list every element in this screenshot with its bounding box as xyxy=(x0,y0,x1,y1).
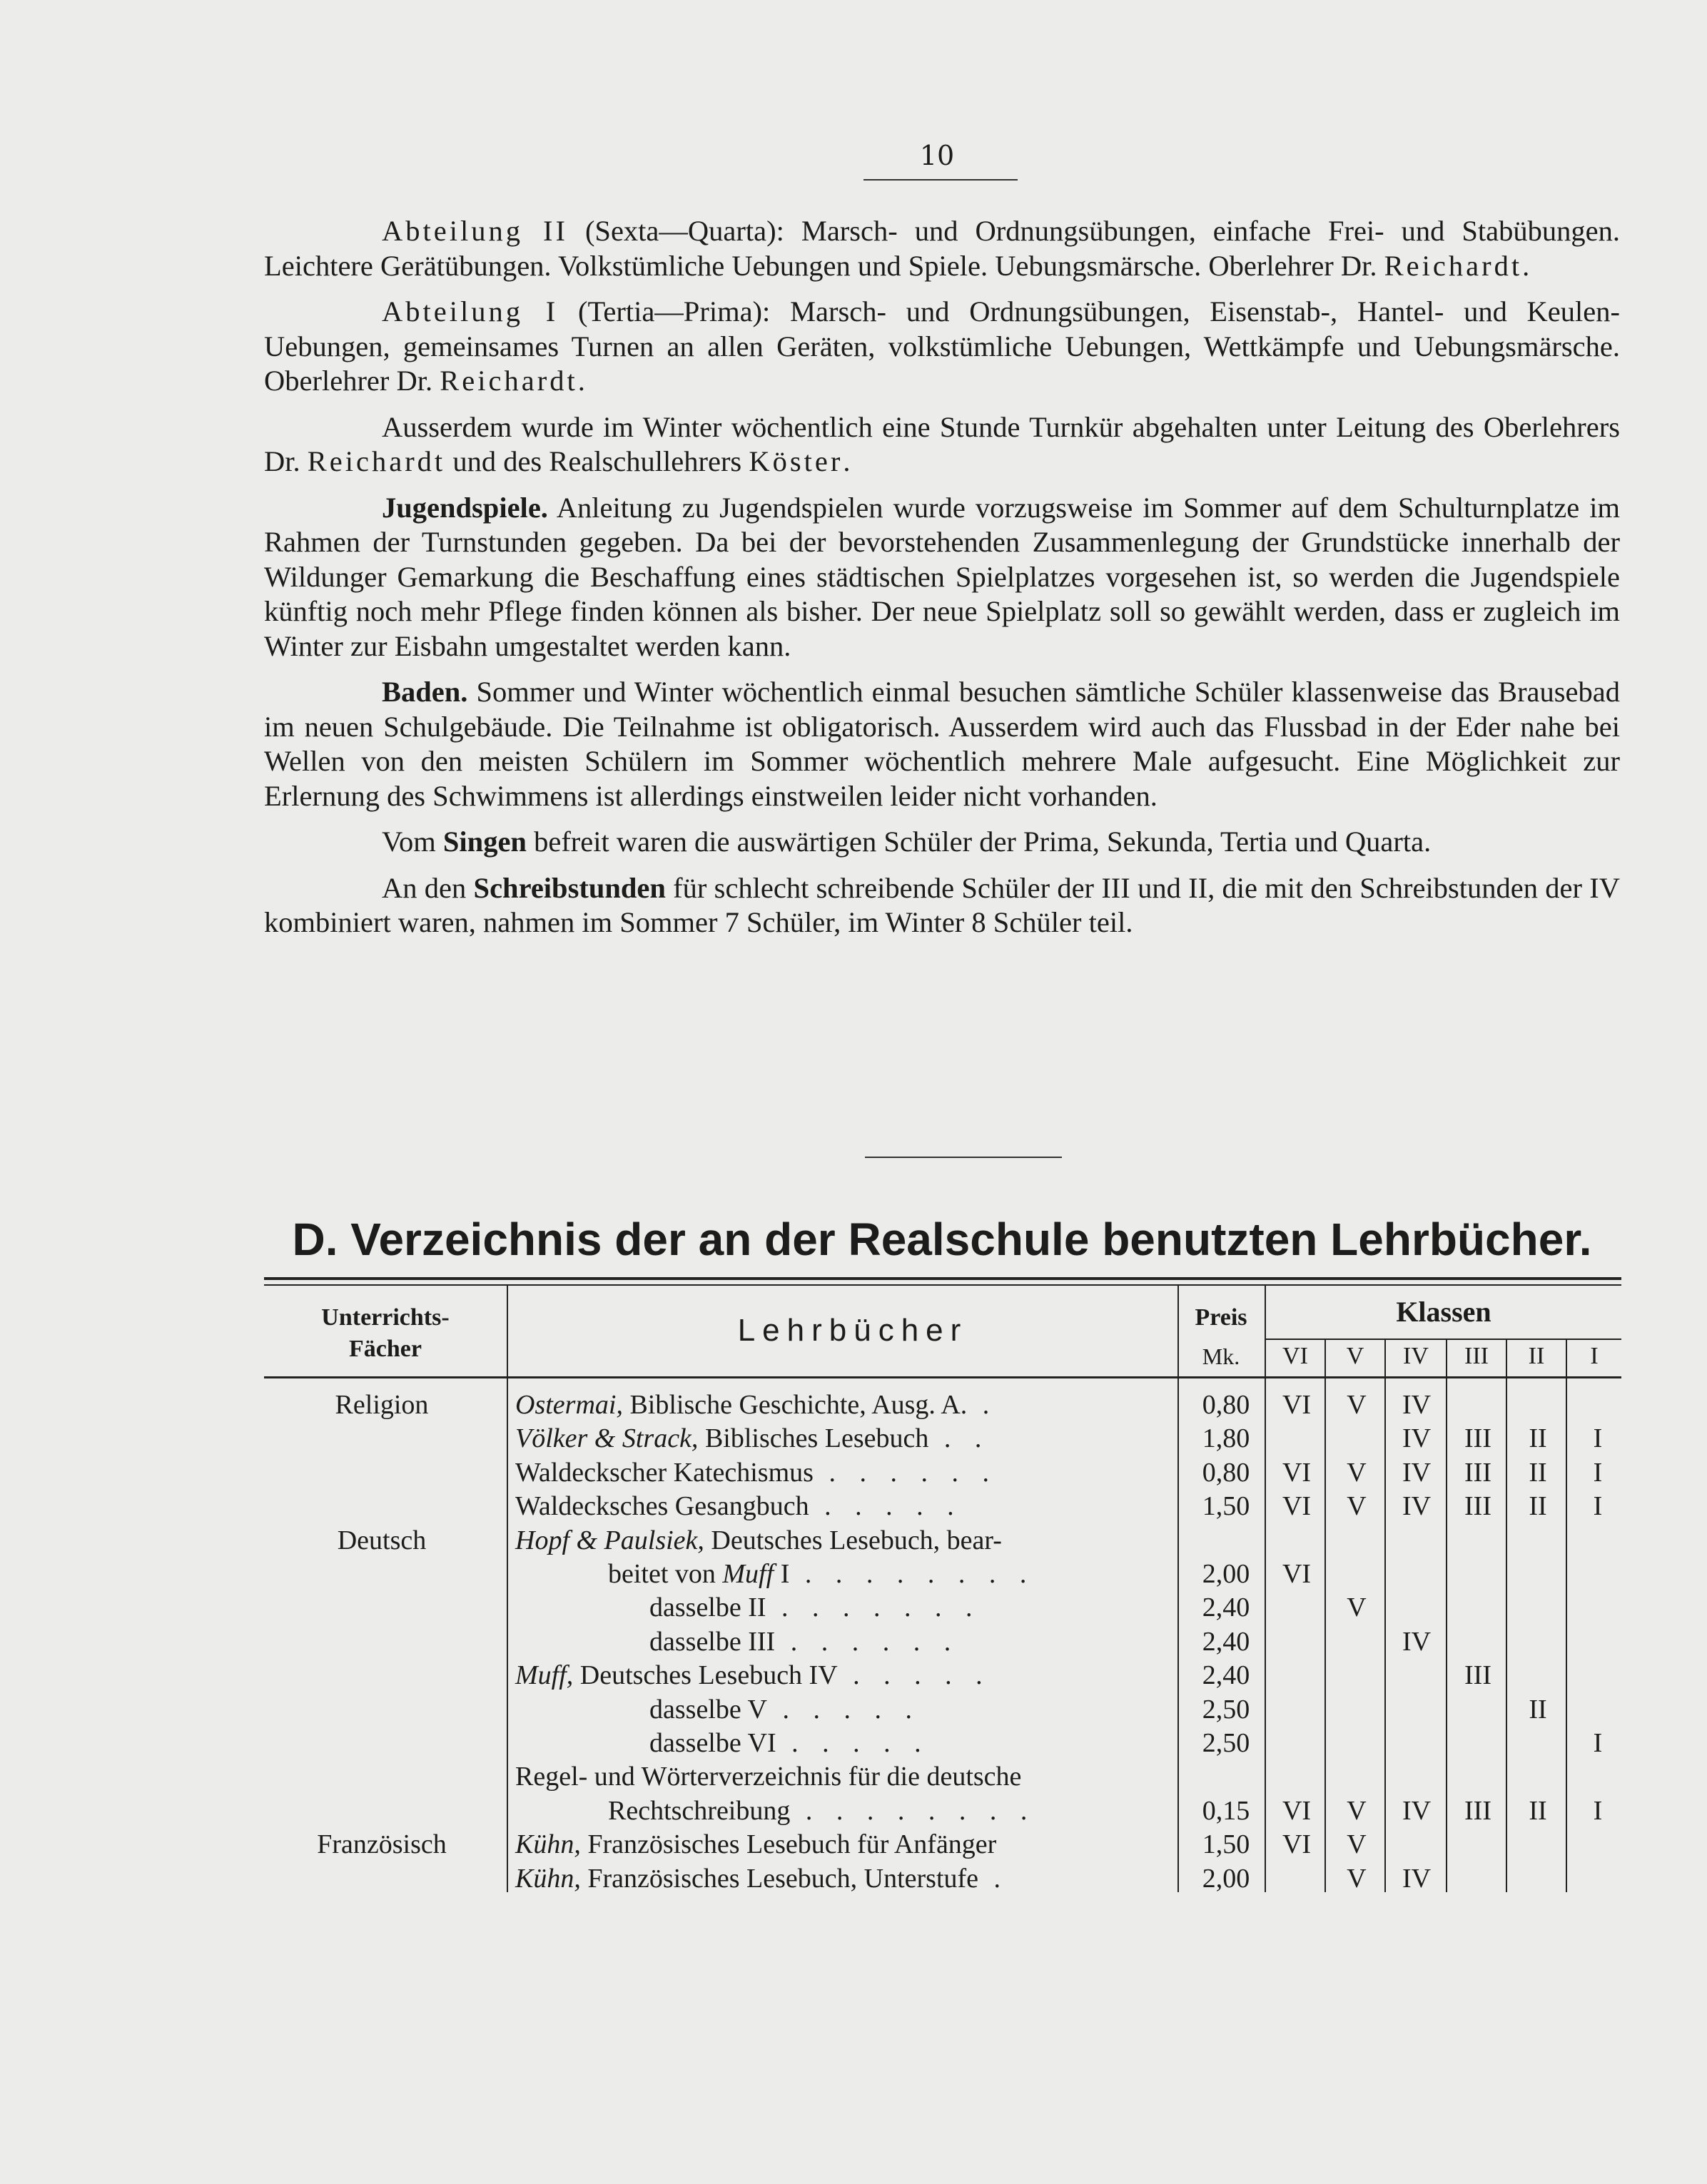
row-leader-dots: . . . . . . . xyxy=(766,1593,981,1623)
row-class-mark: II xyxy=(1529,1457,1547,1488)
table-row xyxy=(264,1625,1621,1658)
row-preis: 2,40 xyxy=(1202,1593,1250,1623)
paragraph-jugendspiele xyxy=(264,491,1620,664)
row-preis: 1,80 xyxy=(1202,1423,1250,1454)
header-class-iii: III xyxy=(1464,1343,1489,1369)
row-class-mark: III xyxy=(1464,1423,1491,1454)
table-row xyxy=(264,1693,1621,1726)
row-title xyxy=(649,1693,1570,1726)
person-name: Reichardt xyxy=(307,445,446,477)
row-leader-dots: . xyxy=(967,1390,998,1420)
row-title-text: dasselbe III xyxy=(649,1626,776,1657)
row-class-mark: III xyxy=(1464,1795,1491,1826)
row-title-text: Waldeckscher Katechismus xyxy=(515,1457,814,1488)
row-class-mark: V xyxy=(1347,1491,1367,1522)
row-title-text: Waldecksches Gesangbuch xyxy=(515,1491,809,1522)
row-leader-dots: . . . . . . xyxy=(813,1457,998,1488)
row-leader-dots: . . . . . xyxy=(837,1660,991,1691)
row-class-mark: I xyxy=(1593,1491,1603,1522)
paragraph-text: Ausserdem wurde im Winter wöchentlich eine Stunde Turnkür abgehalten unter Leitung des Oberlehrers Dr. xyxy=(264,410,1620,477)
paragraph-singen xyxy=(264,825,1620,860)
header-klassen: Klassen xyxy=(1396,1296,1491,1328)
row-class-mark: IV xyxy=(1402,1626,1432,1657)
table-row xyxy=(264,1760,1621,1793)
row-preis: 0,80 xyxy=(1202,1457,1250,1488)
row-title-text: I xyxy=(774,1559,790,1589)
row-preis: 2,50 xyxy=(1202,1694,1250,1725)
header-mk: Mk. xyxy=(1202,1344,1240,1369)
section-keyword: Jugendspiele. xyxy=(382,491,548,524)
row-class-mark: III xyxy=(1464,1491,1491,1522)
row-preis: 2,00 xyxy=(1202,1863,1250,1894)
row-title-text: Deutsches Lesebuch, bear- xyxy=(704,1525,1002,1555)
header-class-iv: IV xyxy=(1403,1343,1429,1369)
table-top-rule xyxy=(264,1277,1621,1280)
table-top-rule-thin xyxy=(264,1284,1621,1286)
row-leader-dots: . . . . . . . . xyxy=(790,1795,1036,1826)
paragraph-abteilung-2 xyxy=(264,214,1620,283)
paragraph-text: für schlecht schreibende Schüler der III und II, die mit den Schreibstunden der IV kombiniert waren, nahmen im Sommer 7 Schüler, im Winter 8 Schüler teil. xyxy=(264,871,1620,938)
table-row xyxy=(264,1794,1621,1827)
paragraph-text: (Tertia—Prima): Marsch- und Ordnungsübungen, Eisenstab-, Hantel- und Keulen-Uebungen, gemeinsames Turnen an allen Geräten, volkstümliche Uebungen, Wettkämpfe und Uebungsmärsche. Oberlehrer Dr. xyxy=(264,295,1620,397)
table-row xyxy=(264,1828,1621,1861)
header-faecher-1: Unterrichts- xyxy=(321,1304,450,1331)
table-row xyxy=(264,1388,1621,1421)
row-leader-dots: . . . . . xyxy=(809,1491,963,1522)
row-class-mark: IV xyxy=(1402,1863,1432,1894)
row-class-mark: VI xyxy=(1282,1390,1312,1420)
section-heading: D. Verzeichnis der an der Realschule benutzten Lehrbücher. xyxy=(292,1214,1592,1265)
row-title-text: Biblische Geschichte, Ausg. A. xyxy=(622,1390,968,1420)
row-class-mark: V xyxy=(1347,1863,1367,1894)
row-preis: 2,50 xyxy=(1202,1728,1250,1758)
paragraph-schreibstunden xyxy=(264,871,1620,940)
row-title-text: Rechtschreibung xyxy=(608,1795,791,1826)
row-class-mark: I xyxy=(1593,1795,1603,1826)
row-title-text: Deutsches Lesebuch IV xyxy=(573,1660,838,1691)
row-leader-dots: . . . . . xyxy=(767,1694,921,1725)
row-class-mark: VI xyxy=(1282,1559,1312,1589)
section-keyword: Schreibstunden xyxy=(473,871,666,904)
header-class-v: V xyxy=(1346,1343,1364,1369)
table-row xyxy=(264,1524,1621,1557)
row-leader-dots: . . . . . xyxy=(776,1728,930,1758)
row-title xyxy=(649,1591,1570,1624)
table-row xyxy=(264,1558,1621,1590)
row-leader-dots: . . . . . . . . xyxy=(789,1559,1035,1589)
row-class-mark: II xyxy=(1529,1694,1547,1725)
paragraph-lead: Abteilung I xyxy=(382,295,559,327)
row-class-mark: VI xyxy=(1282,1457,1312,1488)
table-row xyxy=(264,1862,1621,1895)
table-row xyxy=(264,1659,1621,1692)
section-keyword: Singen xyxy=(442,826,527,858)
row-class-mark: II xyxy=(1529,1423,1547,1454)
row-class-mark: VI xyxy=(1282,1829,1312,1860)
header-class-ii: II xyxy=(1528,1343,1545,1369)
person-name: Reichardt xyxy=(1384,249,1523,282)
person-name: Reichardt xyxy=(440,365,578,397)
row-author: Muff xyxy=(722,1559,774,1589)
row-title-text: Französisches Lesebuch für Anfänger xyxy=(580,1829,997,1860)
row-fach: Religion xyxy=(335,1390,429,1420)
header-rule xyxy=(863,179,1018,181)
row-preis: 1,50 xyxy=(1202,1491,1250,1522)
header-lehrbuecher: Lehrbücher xyxy=(737,1313,968,1348)
row-author: Hopf & Paulsiek, xyxy=(515,1525,704,1555)
row-preis: 0,15 xyxy=(1202,1795,1250,1826)
paragraph-text: und des Realschullehrers xyxy=(445,445,749,477)
row-title xyxy=(515,1862,1436,1895)
row-preis: 0,80 xyxy=(1202,1390,1250,1420)
row-title xyxy=(515,1760,1436,1793)
row-title-text: Französisches Lesebuch, Unterstufe xyxy=(580,1863,979,1894)
paragraph-tail: . xyxy=(843,445,851,477)
row-class-mark: V xyxy=(1347,1829,1367,1860)
row-title xyxy=(608,1558,1529,1590)
row-preis: 2,00 xyxy=(1202,1559,1250,1589)
row-title xyxy=(515,1659,1436,1692)
page-number: 10 xyxy=(919,140,955,171)
table-row xyxy=(264,1591,1621,1624)
row-class-mark: IV xyxy=(1402,1795,1432,1826)
table-header-rule xyxy=(264,1376,1621,1378)
paragraph-baden xyxy=(264,675,1620,813)
paragraph-text: befreit waren die auswärtigen Schüler der Prima, Sekunda, Tertia und Quarta. xyxy=(526,826,1432,858)
row-author: Muff, xyxy=(515,1660,574,1691)
row-author: Kühn, xyxy=(515,1829,581,1860)
row-author: Kühn, xyxy=(515,1863,581,1894)
row-title-text: Biblisches Lesebuch xyxy=(698,1423,929,1454)
row-preis: 1,50 xyxy=(1202,1829,1250,1860)
row-class-mark: V xyxy=(1347,1795,1367,1826)
section-keyword: Baden. xyxy=(382,676,468,708)
row-class-mark: IV xyxy=(1402,1390,1432,1420)
row-class-mark: IV xyxy=(1402,1457,1432,1488)
row-class-mark: II xyxy=(1529,1491,1547,1522)
row-class-mark: I xyxy=(1593,1728,1603,1758)
row-title-text: dasselbe V xyxy=(649,1694,767,1725)
row-class-mark: IV xyxy=(1402,1423,1432,1454)
row-author: Völker & Strack, xyxy=(515,1423,699,1454)
table-row xyxy=(264,1456,1621,1489)
person-name: Köster xyxy=(749,445,844,477)
row-class-mark: II xyxy=(1529,1795,1547,1826)
paragraph-lead: Abteilung II xyxy=(382,215,568,247)
table-row xyxy=(264,1422,1621,1455)
paragraph-text: (Sexta—Quarta): Marsch- und Ordnungsübungen, einfache Frei- und Stabübungen. Leichtere Gerätübungen. Volkstümliche Uebungen und Spiele. Uebungsmärsche. Oberlehrer Dr. xyxy=(264,215,1620,282)
body-text xyxy=(264,214,1620,952)
section-separator xyxy=(865,1157,1062,1158)
row-class-mark: VI xyxy=(1282,1795,1312,1826)
row-title-text: beitet von xyxy=(608,1559,723,1589)
paragraph-text: Sommer und Winter wöchentlich einmal besuchen sämtliche Schüler klassenweise das Brausebad im neuen Schulgebäude. Die Teilnahme ist obligatorisch. Ausserdem wird auch das Flussbad in der Eder nahe bei Wellen von den meisten Schülern im Sommer wöchentlich mehrere Male aufgesucht. Eine Möglichkeit zur Erlernung des Schwimmens ist allerdings einstweilen leider nicht vorhanden. xyxy=(264,676,1620,812)
paragraph-turnkuer xyxy=(264,410,1620,479)
row-fach: Französisch xyxy=(317,1829,447,1860)
row-class-mark: VI xyxy=(1282,1491,1312,1522)
row-title-text: dasselbe VI xyxy=(649,1728,776,1758)
header-faecher-2: Fächer xyxy=(349,1336,422,1362)
row-fach: Deutsch xyxy=(337,1525,427,1555)
paragraph-text: Anleitung zu Jugendspielen wurde vorzugsweise im Sommer auf dem Schulturnplatze im Rahmen der Turnstunden gegeben. Da bei der bevorstehenden Zusammenlegung der Grundstücke innerhalb der Wildunger Gemarkung die Beschaffung eines städtischen Spielplatzes vorgesehen ist, so werden die Jugendspiele künftig noch mehr Pflege finden können als bisher. Der neue Spielplatz soll so gewählt werden, dass er zugleich im Winter zur Eisbahn umgestaltet werden kann. xyxy=(264,491,1620,662)
header-class-i: I xyxy=(1590,1343,1599,1369)
row-class-mark: V xyxy=(1347,1457,1367,1488)
header-class-vi: VI xyxy=(1282,1343,1308,1369)
row-title xyxy=(515,1422,1436,1455)
row-leader-dots: . xyxy=(978,1863,1010,1894)
row-title xyxy=(515,1524,1436,1557)
row-title-text: dasselbe II xyxy=(649,1593,766,1623)
paragraph-abteilung-1 xyxy=(264,295,1620,399)
row-leader-dots: . . xyxy=(928,1423,991,1454)
row-title xyxy=(649,1727,1570,1759)
table-row xyxy=(264,1727,1621,1759)
row-class-mark: III xyxy=(1464,1457,1491,1488)
row-class-mark: V xyxy=(1347,1390,1367,1420)
row-preis: 2,40 xyxy=(1202,1660,1250,1691)
paragraph-text: An den xyxy=(382,871,474,904)
row-class-mark: I xyxy=(1593,1457,1603,1488)
row-class-mark: V xyxy=(1347,1593,1367,1623)
row-preis: 2,40 xyxy=(1202,1626,1250,1657)
table-row xyxy=(264,1490,1621,1523)
header-preis: Preis xyxy=(1195,1304,1247,1331)
row-class-mark: I xyxy=(1593,1423,1603,1454)
paragraph-tail: . xyxy=(1522,249,1530,282)
row-leader-dots: . . . . . . xyxy=(775,1626,960,1657)
row-title-text: Regel- und Wörterverzeichnis für die deutsche xyxy=(515,1762,1022,1792)
row-class-mark: IV xyxy=(1402,1491,1432,1522)
paragraph-text: Vom xyxy=(382,826,443,858)
paragraph-tail: . xyxy=(577,365,585,397)
row-class-mark: III xyxy=(1464,1660,1491,1691)
row-author: Ostermai, xyxy=(515,1390,623,1420)
